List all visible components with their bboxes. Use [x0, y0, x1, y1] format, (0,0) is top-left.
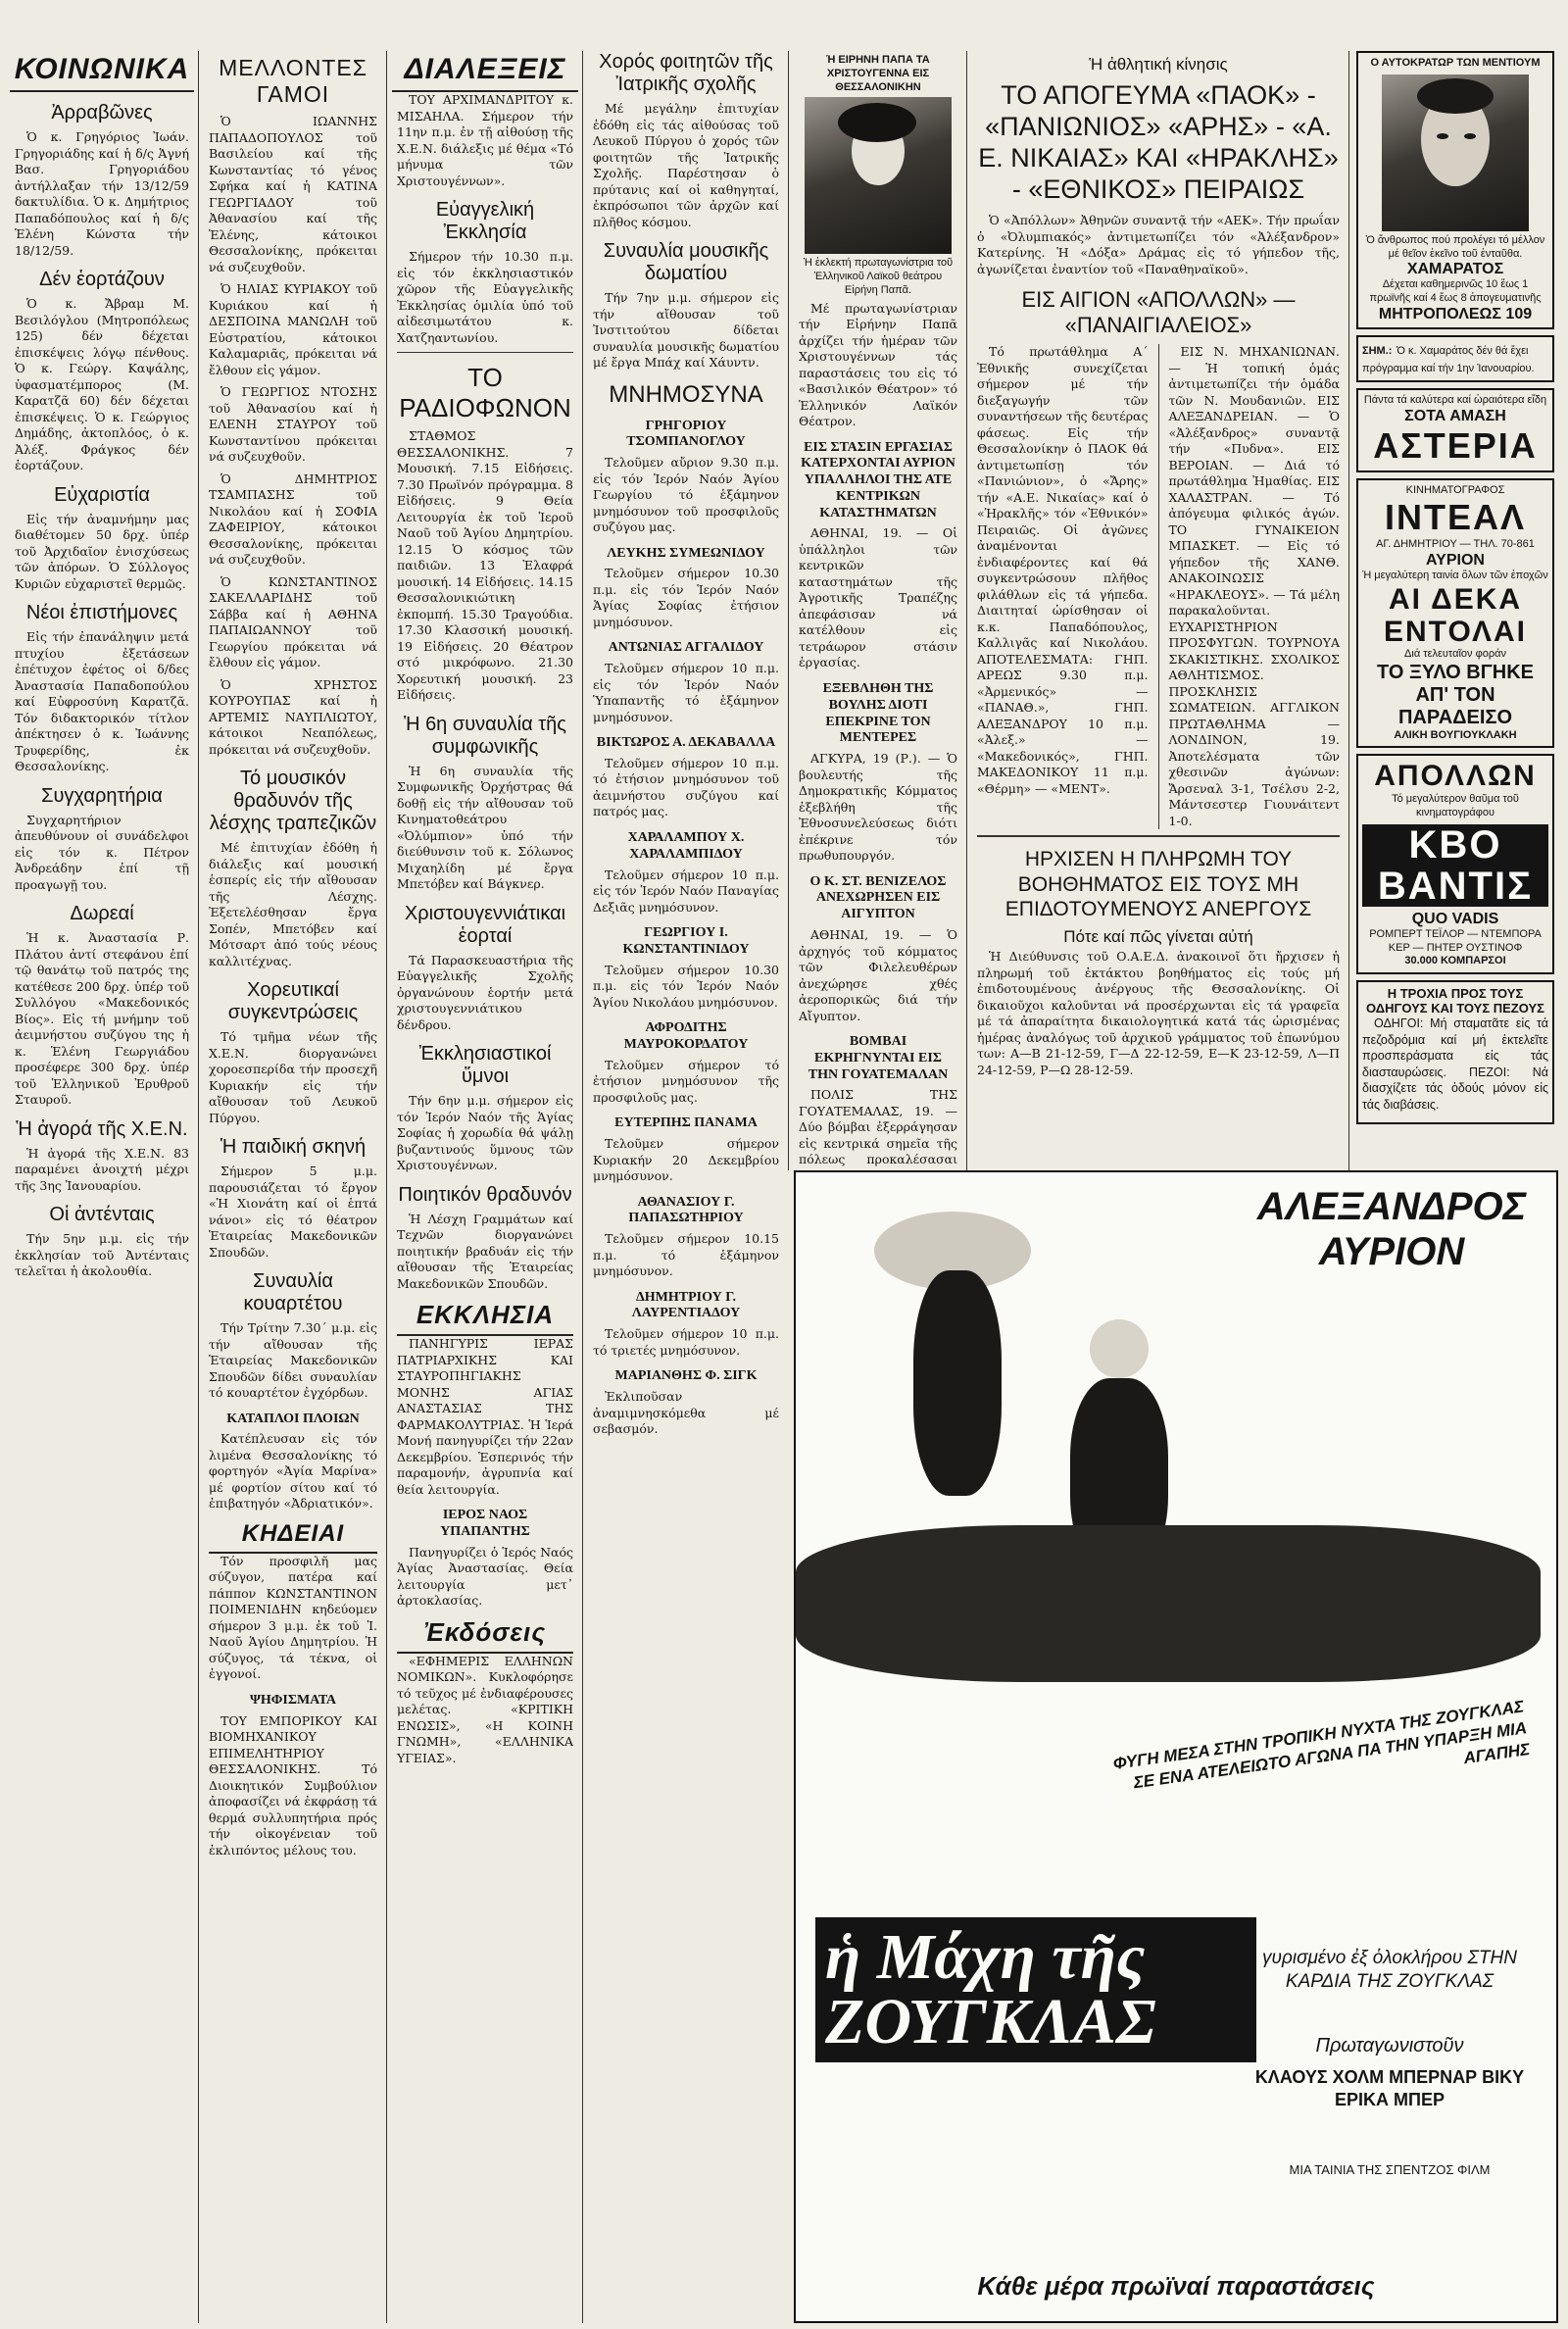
ad-note-label: ΣΗΜ.:	[1362, 344, 1393, 357]
ad-apollon-extras: 30.000 ΚΟΜΠΑΡΣΟΙ	[1404, 955, 1506, 967]
ad-asteria-small: Πάντα τά καλύτερα καί ὡραιότερα εἴδη	[1363, 393, 1547, 406]
column-memorials	[588, 51, 784, 2323]
ad-medium	[1356, 51, 1554, 329]
ad-asteria-brand: ΑΣΤΕΡΙΑ	[1373, 424, 1538, 466]
ad-cinema-ideal	[1356, 478, 1554, 749]
social-item-text: Συγχαρητήριον ἀπευθύνουν οἱ συνάδελφοι εἰς τόν κ. Πέτρον Ἀνδρεάδην ἐπί τῇ προαγωγῇ του.	[15, 812, 189, 892]
heading-medical-ball: Χορός φοιτητῶν τῆς Ἰατρικῆς σχολῆς	[599, 51, 773, 95]
memorial-name: ΕΥΤΕΡΠΗΣ ΠΑΝΑΜΑ	[614, 1115, 758, 1131]
heading-quartet: Συναυλία κουαρτέτου	[243, 1270, 343, 1314]
text-symphony-concert: Ἡ 6η συναυλία τῆς Συμφωνικῆς Ὀρχήστρας θά δοθῇ εἰς τήν αἴθουσαν τοῦ Κινηματοθεάτρου «Ὀλύμπιον» ὑπό τήν διεύθυνσιν τοῦ κ. Σόλωνος Μιχαηλίδη μέ ἔργα Μπετόβεν καί Βάγκνερ.	[397, 763, 573, 891]
heading-publications: Ἐκδόσεις	[397, 1615, 573, 1654]
memorial-text: Τελοῦμεν σήμερον 10 π.μ. τό ἐτήσιον μνημόσυνον τοῦ ἀειμνήστου συζύγου καί πατρός μας.	[593, 755, 779, 819]
heading-radio: ΤΟ ΡΑΔΙΟΦΩΝΟΝ	[399, 363, 571, 422]
unemployment-subhead: Πότε καί πῶς γίνεται αὐτή	[1063, 927, 1253, 946]
unemployment-text: Ἡ Διεύθυνσις τοῦ Ο.Α.Ε.Δ. ἀνακοινοῖ ὅτι ἤρχισεν ἡ πληρωμή τοῦ ἐκτάκτου βοηθήματος εἰς τούς μή ἐπιδοτουμένους ἀνέργους τῆς Θεσσαλονίκης. Οἱ δικαιοῦχοι καλοῦνται νά προσέρχωνται εἰς τά γραφεῖα μέ τά ἀπαραίτητα δικαιολογητικά κατά τάς ὡρισμένας ἡμέρας ἀναλόγως τοῦ ἀρχικοῦ γράμματος τοῦ ἐπωνύμου των: Α—Β 21-12-59, Γ—Δ 22-12-59, Ε—Κ 23-12-59, Λ—Π 24-12-59, Ρ—Ω 28-12-59.	[977, 949, 1340, 1077]
text-funerals: Τόν προσφιλῆ μας σύζυγον, πατέρα καί πάππον ΚΩΝΣΤΑΝΤΙΝΟΝ ΠΟΙΜΕΝΙΔΗΝ κηδεύομεν σήμερον 3 μ.μ. ἐκ τοῦ Ἱ. Ναοῦ Ἁγίου Δημητρίου. Ἡ σύζυγος, τά τέκνα, οἱ ἐγγονοί.	[209, 1553, 377, 1682]
social-item-text: Τήν 5ην μ.μ. εἰς τήν ἐκκλησίαν τοῦ Ἀντένταις τελεῖται ἡ ἀκολουθία.	[15, 1231, 189, 1278]
text-publications: «ΕΦΗΜΕΡΙΣ ΕΛΛΗΝΩΝ ΝΟΜΙΚΩΝ». Κυκλοφόρησε τό τεῦχος μέ ἐνδιαφέρουσες μελέτας. «ΚΡΙΤΙΚΗ ΕΝΩΣΙΣ», «Η ΚΟΙΝΗ ΓΝΩΜΗ», «ΕΛΛΗΝΙΚΑ ΥΓΕΙΑΣ».	[397, 1653, 573, 1765]
sports-headline: ΤΟ ΑΠΟΓΕΥΜΑ «ΠΑΟΚ» - «ΠΑΝΙΩΝΙΟΣ» «ΑΡΗΣ» - «Α. Ε. ΝΙΚΑΙΑΣ» ΚΑΙ «ΗΡΑΚΛΗΣ» - «ΕΘΝΙΚΟΣ» ΠΕΙΡΑΙΩΣ	[978, 80, 1339, 204]
heading-children-stage: Ἡ παιδική σκηνή	[220, 1136, 367, 1158]
heading-memorials: ΜΝΗΜΟΣΥΝΑ	[609, 380, 763, 408]
heading-church: ΕΚΚΛΗΣΙΑ	[397, 1298, 573, 1336]
text-hymns: Τήν 6ην μ.μ. σήμερον εἰς τόν Ἱερόν Ναόν τῆς Ἁγίας Σοφίας ἡ χορωδία θά ψάλῃ βυζαντινούς ὕμνους τῶν Χριστουγέννων.	[397, 1093, 573, 1172]
sports-right-text: ΕΙΣ Ν. ΜΗΧΑΝΙΩΝΑΝ. — Ἡ τοπική ὁμάς ἀντιμετωπίζει τήν ὁμάδα τῶν Ν. Μουδανιῶν. ΕΙΣ ΑΛΕΞΑΝΔΡΕΙΑΝ. — Ὁ «Ἀλέξανδρος» συναντᾷ τήν «Πυδνα». ΕΙΣ ΒΕΡΟΙΑΝ. — Διά τό πρωτάθλημα Ἠμαθίας. ΕΙΣ ΧΑΛΑΣΤΡΑΝ. — Τό ἀπόγευμα φιλικός ἀγών. ΤΟ ΓΥΝΑΙΚΕΙΟΝ ΜΠΑΣΚΕΤ. — Εἰς τό γήπεδον τῆς ΧΑΝΘ. ΑΝΑΚΟΙΝΩΣΙΣ «ΗΡΑΚΛΕΟΥΣ». — Τά μέλη παρακαλοῦνται. ΕΥΧΑΡΙΣΤΗΡΙΟΝ ΠΡΟΣΦΥΓΩΝ. ΤΟΥΡΝΟΥΑ ΣΚΑΚΙΣΤΙΚΗΣ. ΣΧΟΛΙΚΟΣ ΑΘΛΗΤΙΣΜΟΣ. ΠΡΟΣΚΛΗΣΙΣ ΣΩΜΑΤΕΙΩΝ. ΑΓΓΛΙΚΟΝ ΠΡΩΤΑΘΛΗΜΑ — ΛΟΝΔΙΝΟΝ, 19. Ἀποτελέσματα τῶν χθεσινῶν ἀγώνων: Ἄρσεναλ 3-1, Τσέλσυ 2-2, Μάντσεστερ Γιουνάιτεντ 1-0.	[1168, 344, 1340, 828]
section-title-weddings: ΜΕΛΛΟΝΤΕΣ ΓΑΜΟΙ	[219, 55, 368, 107]
ad-medium-hours: Δέχεται καθημερινῶς 10 ἕως 1 πρωϊνῆς καί 4 ἕως 8 ἀπογευματινῆς	[1369, 278, 1542, 304]
ad-apollon-cast: ΡΟΜΠΕΡΤ ΤΕΪΛΟΡ — ΝΤΕΜΠΟΡΑ ΚΕΡ — ΠΗΤΕΡ ΟΥΣΤΙΝΟΦ	[1369, 927, 1542, 954]
social-item-text: Ὁ κ. Ἄβραμ Μ. Βεσιλόγλου (Μητροπόλεως 125) δέν δέχεται ἐπισκέψεις λόγῳ πένθους. Ὁ κ. Γεώργ. Καψάλης, ὑφασματέμπορος (Μ. Καρατζᾶ 60) δέν δέχεται ἐπισκέψεις. Ὁ κ. Γεώργιος Δημάδης, ἀκτοπλόος, ὁ κ. Ἀλέξ. Φράγκος δέν ἑορτάζουν.	[15, 296, 189, 472]
ad-apollon-film: ΚΒΟ ΒΑΝΤΙΣ	[1362, 824, 1548, 907]
memorial-text: Τελοῦμεν σήμερον τό ἐτήσιον μνημόσυνον τῆς προσφιλοῦς μας.	[593, 1057, 779, 1105]
heading-venizelos: Ο Κ. ΣΤ. ΒΕΝΙΖΕΛΟΣ ΑΝΕΧΩΡΗΣΕΝ ΕΙΣ ΑΙΓΥΠΤΟΝ	[809, 873, 947, 922]
text-poetry-evening: Ἡ Λέσχη Γραμμάτων καί Τεχνῶν διοργανώνει ποιητικήν βραδυάν εἰς τήν αἴθουσαν τῆς Ἑταιρείας Μακεδονικῶν Σπουδῶν.	[397, 1211, 573, 1291]
sports-lead: Ὁ «Ἀπόλλων» Ἀθηνῶν συναντᾷ τήν «ΑΕΚ». Τήν πρωΐαν ὁ «Ὀλυμπιακός» ἀντιμετωπίζει τόν «Ἀλέξανδρον» Κατερίνης. Ἡ «Δόξα» Δράμας εἰς τό γήπεδον τῆς, ἀγωνίζεται ἐναντίον τοῦ «Παναθηναϊκοῦ».	[977, 213, 1340, 276]
memorial-text: Τελοῦμεν σήμερον 10 π.μ. εἰς τόν Ἱερόν Ναόν Ὑπαπαντῆς τό ἑξάμηνον μνημόσυνον.	[593, 661, 779, 724]
ad-ideal-desc: Ἡ μεγαλύτερη ταινία ὅλων τῶν ἐποχῶν	[1362, 570, 1548, 581]
movie-stars-label: Πρωταγωνιστοῦν	[1315, 2035, 1464, 2056]
wedding-notice-text: Ὁ ΔΗΜΗΤΡΙΟΣ ΤΣΑΜΠΑΣΗΣ τοῦ Νικολάου καί ἡ ΣΟΦΙΑ ΖΑΦΕΙΡΙΟΥ, κάτοικοι Θεσσαλονίκης, πρόκειται νά συζευχθοῦν.	[209, 471, 377, 567]
text-bankers-evening: Μέ ἐπιτυχίαν ἐδόθη ἡ διάλεξις καί μουσική ἑσπερίς εἰς τήν αἴθουσαν τῆς Λέσχης. Ἐξετελέσθησαν ἔργα Σοπέν, Μπετόβεν καί Μότσαρτ ἀπό τούς νέους καλλιτέχνας.	[209, 840, 377, 968]
text-medical-ball: Μέ μεγάλην ἐπιτυχίαν ἐδόθη εἰς τάς αἰθούσας τοῦ Λευκοῦ Πύργου ὁ χορός τῶν φοιτητῶν τῆς Ἰατρικῆς Σχολῆς. Παρέστησαν ὁ πρύτανις καί οἱ καθηγηταί, ἐκπρόσωποι τῶν ἀρχῶν καί πλῆθος κόσμου.	[593, 101, 779, 229]
social-item-heading: Δωρεαί	[70, 903, 134, 924]
text-lectures-intro: ΤΟΥ ΑΡΧΙΜΑΝΔΡΙΤΟΥ κ. ΜΙΣΑΗΛΑ. Σήμερον τήν 11ην π.μ. ἐν τῇ αἰθούσῃ τῆς Χ.Ε.Ν. διάλεξις μέ θέμα «Τό μήνυμα τῶν Χριστουγέννων».	[397, 92, 573, 188]
ad-asteria	[1356, 388, 1554, 472]
photo-irene-papas	[805, 97, 952, 254]
wedding-notice-text: Ὁ ΧΡΗΣΤΟΣ ΚΟΥΡΟΥΠΑΣ καί ἡ ΑΡΤΕΜΙΣ ΝΑΥΠΛΙΩΤΟΥ, κάτοικοι Νεαπόλεως, πρόκειται νά συζευχθοῦν.	[209, 676, 377, 757]
ad-movie-jungle	[794, 1170, 1558, 2323]
column-sports	[972, 51, 1345, 1170]
text-dances: Τό τμῆμα νέων τῆς Χ.Ε.Ν. διοργανώνει χοροεσπερίδα τήν προσεχῆ Κυριακήν εἰς τήν αἴθουσαν τοῦ Λευκοῦ Πύργου.	[209, 1029, 377, 1125]
social-item-text: Ἡ ἀγορά τῆς Χ.Ε.Ν. 83 παραμένει ἀνοιχτή μέχρι τῆς 3ης Ἰανουαρίου.	[15, 1145, 189, 1193]
text-church: ΠΑΝΗΓΥΡΙΣ ΙΕΡΑΣ ΠΑΤΡΙΑΡΧΙΚΗΣ ΚΑΙ ΣΤΑΥΡΟΠΗΓΙΑΚΗΣ ΜΟΝΗΣ ΑΓΙΑΣ ΑΝΑΣΤΑΣΙΑΣ ΤΗΣ ΦΑΡΜΑΚΟΛΥΤΡΙΑΣ. Ἡ Ἱερά Μονή πανηγυρίζει τήν 22αν Δεκεμβρίου. Ἑσπερινός τήν παραμονήν, ἀγρυπνία καί θεία λειτουργία.	[397, 1336, 573, 1497]
text-ate-strike: ΑΘΗΝΑΙ, 19. — Οἱ ὑπάλληλοι τῶν κεντρικῶν καταστημάτων τῆς Ἀγροτικῆς Τραπέζης ἀπεφάσισαν νά κατέλθουν εἰς τετράωρον στάσιν ἐργασίας.	[799, 525, 957, 670]
social-item-heading: Ἀρραβῶνες	[51, 102, 153, 124]
text-resolutions: ΤΟΥ ΕΜΠΟΡΙΚΟΥ ΚΑΙ ΒΙΟΜΗΧΑΝΙΚΟΥ ΕΠΙΜΕΛΗΤΗΡΙΟΥ ΘΕΣΣΑΛΟΝΙΚΗΣ. Τό Διοικητικόν Συμβούλιον ἀποφασίζει νά ἐκφράσῃ τά θερμά συλλυπητήρια πρός τήν οἰκογένειαν τοῦ ἐκλιπόντος μέλους του.	[209, 1712, 377, 1858]
ad-note-text: Ὁ κ. Χαμαράτος δέν θά ἔχει πρόγραμμα καί τήν 1ην Ἰανουαρίου.	[1362, 344, 1535, 374]
text-ship-arrivals: Κατέπλευσαν εἰς τόν λιμένα Θεσσαλονίκης τό φορτηγόν «Ἀγία Μαρίνα» μέ φορτίον σίτου καί τό ἐπιβατηγόν «Ἀδριατικόν».	[209, 1431, 377, 1511]
column-weddings	[204, 51, 382, 2323]
text-papas: Μέ πρωταγωνίστριαν τήν Εἰρήνην Παπᾶ ἀρχίζει τήν ἡμέραν τῶν Χριστουγέννων τάς παραστάσεις του εἰς τό «Βασιλικόν Θέατρον» τό Ἑλληνικόν Λαϊκόν Θέατρον.	[799, 300, 957, 428]
column-lectures	[392, 51, 578, 2323]
movie-tagline: ΦΥΓΗ ΜΕΣΑ ΣΤΗΝ ΤΡΟΠΙΚΗ ΝΥΧΤΑ ΤΗΣ ΖΟΥΓΚΛΑΣ ΣΕ ΕΝΑ ΑΤΕΛΕΙΩΤΟ ΑΓΩΝΑ ΠΑ ΤΗΝ ΥΠΑΡΞΗ ΜΙΑ ΑΓΑΠΗΣ	[1101, 1692, 1536, 1824]
text-quartet: Τήν Τρίτην 7.30΄ μ.μ. εἰς τήν αἴθουσαν τῆς Ἑταιρείας Μακεδονικῶν Σπουδῶν δίδει συναυλίαν τό κουαρτέτον ἐγχόρδων.	[209, 1320, 377, 1400]
heading-christmas-events: Χριστουγεννιάτικαι ἑορταί	[404, 902, 566, 947]
memorial-text: Τελοῦμεν σήμερον 10.15 π.μ. τό ἑξάμηνον μνημόσυνον.	[593, 1231, 779, 1279]
memorial-text: Τελοῦμεν σήμερον 10 π.μ. τό τριετές μνημόσυνον.	[593, 1326, 779, 1358]
memorial-text: Τελοῦμεν σήμερον 10.30 π.μ. εἰς τόν Ἱερόν Ναόν Ἁγίου Νικολάου μνημόσυνον.	[593, 962, 779, 1010]
heading-evangelical-church: Εὐαγγελική Ἐκκλησία	[435, 199, 535, 243]
photo-medium-portrait	[1382, 74, 1529, 231]
sports-left-text: Τό πρωτάθλημα Α΄ Ἐθνικῆς συνεχίζεται σήμερον μέ τήν διεξαγωγήν τῶν συναντήσεων τῆς δευτέρας φάσεως. Εἰς τήν Θεσσαλονίκην ὁ ΠΑΟΚ θά ἀντιμετωπίσῃ τόν «Πανιώνιον», ὁ «Ἄρης» τήν «Α.Ε. Νικαίας» καί ὁ «Ἡρακλῆς» τόν «Ἐθνικόν» Πειραιῶς. Οἱ ἀγῶνες ἀναμένονται ἐνδιαφέροντες καί θά συγκεντρώσουν πλῆθος φιλάθλων εἰς τά γήπεδα. Διαιτηταί ὡρίσθησαν οἱ κ.κ. Παπαδόπουλος, Καλλιγᾶς καί Νικολάου. ΑΠΟΤΕΛΕΣΜΑΤΑ: ΓΗΠ. ΑΡΕΩΣ 9.30 π.μ. «Ἀρμενικός» — «ΠΑΝΑΘ.», ΓΗΠ. ΑΛΕΞΑΝΔΡΟΥ 10 π.μ. «Ἀλεξ.» — «Μακεδονικός», ΓΗΠ. ΜΑΚΕΔΟΝΙΚΟΥ 11 π.μ. «Θέρμη» — «ΜΕΝΤ».	[977, 344, 1149, 796]
ad-apollon-brand: ΑΠΟΛΛΩΝ	[1374, 760, 1537, 793]
text-radio: ΣΤΑΘΜΟΣ ΘΕΣΣΑΛΟΝΙΚΗΣ. 7 Μουσική. 7.15 Εἰδήσεις. 7.30 Πρωϊνόν πρόγραμμα. 8 Εἰδήσεις. 9 Θεία Λειτουργία ἐκ τοῦ Ἱεροῦ Ναοῦ τοῦ Ἁγίου Δημητρίου. 12.15 Ὁ κόσμος τῶν παιδιῶν. 13 Ἐλαφρά μουσική. 14 Εἰδήσεις. 14.15 Θεσσαλονικιώτικη ἐκπομπή. 15.30 Τραγούδια. 17.30 Κλασσική μουσική. 19 Εἰδήσεις. 20 Θέατρον στό μικρόφωνο. 21.30 Χορευτική μουσική. 23 Εἰδήσεις.	[397, 428, 573, 702]
unemployment-headline: ΗΡΧΙΣΕΝ Η ΠΛΗΡΩΜΗ ΤΟΥ ΒΟΗΘΗΜΑΤΟΣ ΕΙΣ ΤΟΥΣ ΜΗ ΕΠΙΔΟΤΟΥΜΕΝΟΥΣ ΑΝΕΡΓΟΥΣ	[1004, 848, 1312, 920]
ad-medium-title: Ο ΑΥΤΟΚΡΑΤΩΡ ΤΩΝ ΜΕΝΤΙΟΥΜ	[1370, 57, 1541, 69]
ad-ideal-kind: ΚΙΝΗΜΑΤΟΓΡΑΦΟΣ	[1405, 483, 1505, 496]
memorial-name: ΔΗΜΗΤΡΙΟΥ Γ. ΛΑΥΡΕΝΤΙΑΔΟΥ	[631, 1289, 741, 1321]
social-item-text: Εἰς τήν ἐπανάληψιν μετά πτυχίου ἐξετάσεων ἐπέτυχον ἐφέτος οἱ δ/δες Ἀναστασία Παπαδοπούλου καί Εὐφροσύνη Καρατζᾶ. Τόν διδακτορικόν τίτλον ἀπέκτησεν ὁ κ. Ἰωάννης Τρυφερίδης, ἐκ Θεσσαλονίκης.	[15, 629, 189, 773]
social-item-text: Ὁ κ. Γρηγόριος Ἰωάν. Γρηγοριάδης καί ἡ δ/ς Ἁγνή Βασ. Γρηγοριάδου ἀντήλλαξαν τήν 13/12/59 δακτυλίδια. Ὁ κ. Δημήτριος Παπαδόπουλος καί ἡ δ/ς Ἑλένη Κώνστα τήν 18/12/59.	[15, 129, 189, 258]
movie-shot-location: γυρισμένο ἐξ ὁλοκλήρου ΣΤΗΝ ΚΑΡΔΙΑ ΤΗΣ ΖΟΥΓΚΛΑΣ	[1262, 1948, 1517, 1992]
heading-ship-arrivals: ΚΑΤΑΠΛΟΙ ΠΛΟΙΩΝ	[226, 1411, 360, 1426]
memorial-text: Τελοῦμεν σήμερον 10 π.μ. εἰς τόν Ἱερόν Ναόν Παναγίας Δεξιᾶς μνημόσυνον.	[593, 867, 779, 915]
text-venizelos: ΑΘΗΝΑΙ, 19. — Ὁ ἀρχηγός τοῦ κόμματος τῶν Φιλελευθέρων ἀνεχώρησε χθές ἀεροπορικῶς διά τήν Αἴγυπτον.	[799, 927, 957, 1023]
ad-ideal-address: ΑΓ. ΔΗΜΗΤΡΙΟΥ — ΤΗΛ. 70-861	[1376, 538, 1535, 551]
ad-ideal-film: ΑΙ ΔΕΚΑ ΕΝΤΟΛΑΙ	[1384, 582, 1527, 648]
ad-asteria-shop: ΣΟΤΑ ΑΜΑΣΗ	[1404, 407, 1506, 424]
social-item-heading: Νέοι ἐπιστήμονες	[25, 602, 178, 623]
memorial-name: ΒΙΚΤΩΡΟΣ Α. ΔΕΚΑΒΑΛΛΑ	[596, 735, 776, 751]
heading-guatemala: ΒΟΜΒΑΙ ΕΚΡΗΓΝΥΝΤΑΙ ΕΙΣ ΤΗΝ ΓΟΥΑΤΕΜΑΛΑΝ	[808, 1034, 949, 1082]
heading-hymns: Ἐκκλησιαστικοί ὕμνοι	[418, 1043, 552, 1087]
heading-symphony-concert: Ἡ 6η συναυλία τῆς συμφωνικῆς	[404, 713, 566, 758]
social-item-text: Εἰς τήν ἀναμνήμην μας διαθέτομεν 50 δρχ. ὑπέρ τοῦ Ἀρχιδαῖον ἐνισχύσεως τῶν ἀπόρων. Ὁ Σύλλογος Κυριῶν εὐχαριστεῖ θερμῶς.	[15, 511, 189, 591]
memorial-text: Ἐκλιποῦσαν ἀναμιμνησκόμεθα μέ σεβασμόν.	[593, 1389, 779, 1437]
heading-ate-strike: ΕΙΣ ΣΤΑΣΙΝ ΕΡΓΑΣΙΑΣ ΚΑΤΕΡΧΟΝΤΑΙ ΑΥΡΙΟΝ ΥΠΑΛΛΗΛΟΙ ΤΗΣ ΑΤΕ ΚΕΝΤΡΙΚΩΝ ΚΑΤΑΣΤΗΜΑΤΩΝ	[801, 439, 956, 520]
memorial-text: Τελοῦμεν σήμερον 10.30 π.μ. εἰς τόν Ἱερόν Ναόν Ἁγίας Σοφίας ἐτήσιον μνημόσυνον.	[593, 566, 779, 629]
ad-medium-address: ΜΗΤΡΟΠΟΛΕΩΣ 109	[1378, 305, 1533, 322]
memorial-name: ΧΑΡΑΛΑΜΠΟΥ Χ. ΧΑΡΑΛΑΜΠΙΔΟΥ	[627, 829, 745, 862]
newspaper-page	[10, 51, 1558, 2323]
heading-chamber-music: Συναυλία μουσικῆς δωματίου	[603, 240, 769, 284]
memorial-name: ΓΕΩΡΓΙΟΥ Ι. ΚΩΝΣΤΑΝΤΙΝΙΔΟΥ	[622, 925, 750, 957]
sports-aigion-headline: ΕΙΣ ΑΙΓΙΟΝ «ΑΠΟΛΛΩΝ» — «ΠΑΝΑΙΓΙΑΛΕΙΟΣ»	[1021, 287, 1296, 338]
heading-resolutions: ΨΗΦΙΣΜΑΤΑ	[249, 1692, 337, 1708]
memorial-name: ΑΘΑΝΑΣΙΟΥ Γ. ΠΑΠΑΣΩΤΗΡΙΟΥ	[628, 1194, 744, 1226]
heading-dances: Χορευτικαί συγκεντρώσεις	[227, 979, 359, 1023]
movie-title: ἡ Μάχη τῆς ΖΟΥΓΚΛΑΣ	[815, 1917, 1256, 2062]
heading-poetry-evening: Ποιητικόν θραδυνόν	[398, 1183, 572, 1206]
memorial-name: ΜΑΡΙΑΝΘΗΣ Φ. ΣΙΓΚ	[614, 1368, 758, 1384]
column-news	[794, 51, 962, 1170]
social-item-heading: Οἱ ἀντένταις	[49, 1204, 155, 1225]
traffic-notice	[1356, 980, 1554, 1124]
column-ads	[1352, 51, 1558, 1170]
heading-menderes: ΕΞΕΒΛΗΘΗ ΤΗΣ ΒΟΥΛΗΣ ΔΙΟΤΙ ΕΠΕΚΡΙΝΕ ΤΟΝ ΜΕΝΤΕΡΕΣ	[822, 680, 934, 746]
section-title-social: ΚΟΙΝΩΝΙΚΑ	[10, 51, 194, 92]
movie-stars: ΚΛΑΟΥΣ ΧΟΛΜ ΜΠΕΡΝΑΡ ΒΙΚΥ ΕΡΙΚΑ ΜΠΕΡ	[1254, 2067, 1525, 2109]
wedding-notice-text: Ὁ ΓΕΩΡΓΙΟΣ ΝΤΟΣΗΣ τοῦ Ἀθανασίου καί ἡ ΕΛΕΝΗ ΣΤΑΥΡΟΥ τοῦ Κωνσταντίνου πρόκειται νά συζευχθοῦν.	[209, 384, 377, 464]
memorial-name: ΑΝΤΩΝΙΑΣ ΑΓΓΑΛΙΔΟΥ	[608, 640, 764, 656]
sports-kicker: Ἡ ἀθλητική κίνησις	[1089, 55, 1228, 74]
ad-medium-caption: Ὁ ἄνθρωπος πού προλέγει τό μέλλον μέ θεῖον ἐκεῖνο τοῦ ἐνταῦθα.	[1365, 233, 1545, 260]
ad-note	[1356, 335, 1554, 382]
social-item-text: Ἡ κ. Ἀναστασία Ρ. Πλάτου ἀντί στεφάνου ἐπί τῷ θανάτῳ τοῦ πατρός της κατέθεσε 200 δρχ. ὑπέρ τοῦ Συλλόγου «Μακεδονικός Βίος». Εἰς τή μνήμην τοῦ ἀειμνήστου συζύγου της ἡ κ. Ἑλένη Γεωργιάδου προσέφερε 300 δρχ. ὑπέρ τοῦ Ἑλληνικοῦ Ἐρυθροῦ Σταυροῦ.	[15, 930, 189, 1107]
ad-apollon-text: Τό μεγαλύτερον θαῦμα τοῦ κινηματογράφου	[1392, 793, 1519, 818]
ad-ideal-actor: ΑΛΙΚΗ ΒΟΥΓΙΟΥΚΛΑΚΗ	[1394, 728, 1517, 741]
traffic-title: Η ΤΡΟΧΙΑ ΠΡΟΣ ΤΟΥΣ ΟΔΗΓΟΥΣ ΚΑΙ ΤΟΥΣ ΠΕΖΟΥΣ	[1366, 986, 1544, 1016]
ad-apollon-subtitle: QUO VADIS	[1411, 910, 1499, 927]
ad-medium-name: ΧΑΜΑΡΑΤΟΣ	[1406, 261, 1504, 278]
memorial-name: ΛΕΥΚΗΣ ΣΥΜΕΩΝΙΔΟΥ	[607, 545, 765, 561]
memorial-name: ΑΦΡΟΔΙΤΗΣ ΜΑΥΡΟΚΟΡΔΑΤΟΥ	[623, 1020, 749, 1052]
ad-ideal-brand: ΙΝΤΕΑΛ	[1384, 497, 1526, 538]
text-ypapanti-church: Πανηγυρίζει ὁ Ἱερός Ναός Ἁγίας Ἀναστασίας. Θεία λειτουργία μετ᾽ ἀρτοκλασίας.	[397, 1544, 574, 1609]
social-item-heading: Συγχαρητήρια	[41, 784, 163, 807]
text-evangelical-church: Σήμερον τήν 10.30 π.μ. εἰς τόν ἐκκλησιαστικόν χῶρον τῆς Εὐαγγελικῆς Ἐκκλησίας ὁμιλία ὑπό τοῦ αἰδεσιμωτάτου κ. Χατζηαντωνίου.	[397, 249, 573, 345]
text-children-stage: Σήμερον 5 μ.μ. παρουσιάζεται τό ἔργον «Ἡ Χιονάτη καί οἱ ἑπτά νάνοι» εἰς τό θέατρον Ἑταιρείας Μακεδονικῶν Σπουδῶν.	[209, 1164, 377, 1260]
movie-studio: ΜΙΑ ΤΑΙΝΙΑ ΤΗΣ ΣΠΕΝΤΖΟΣ ΦΙΛΜ	[1289, 2162, 1491, 2177]
heading-funerals: ΚΗΔΕΙΑΙ	[209, 1518, 377, 1554]
ad-ideal-time: Διά τελευταῖον φοράν	[1404, 647, 1506, 660]
social-item-heading: Εὐχαριστία	[54, 483, 150, 506]
movie-cinema: ΑΛΕΞΑΝΔΡΟΣ ΑΥΡΙΟΝ	[1256, 1185, 1527, 1273]
social-item-heading: Ἡ ἀγορά τῆς Χ.Ε.Ν.	[16, 1117, 188, 1140]
heading-bankers-evening: Τό μουσικόν θραδυνόν τῆς λέσχης τραπεζικῶν	[209, 768, 377, 834]
social-item-heading: Δέν ἑορτάζουν	[39, 269, 165, 290]
text-guatemala: ΠΟΛΙΣ ΤΗΣ ΓΟΥΑΤΕΜΑΛΑΣ, 19. — Δύο βόμβαι ἐξερράγησαν εἰς κεντρικά σημεῖα τῆς πόλεως προκαλέσασαι	[799, 1087, 957, 1167]
photo-headline-papas: Ἡ ΕΙΡΗΝΗ ΠΑΠΑ ΤΑ ΧΡΙΣΤΟΥΓΕΝΝΑ ΕΙΣ ΘΕΣΣΑΛΟΝΙΚΗΝ	[826, 54, 930, 93]
ad-ideal-when: ΑΥΡΙΟΝ	[1426, 552, 1485, 569]
traffic-text: ΟΔΗΓΟΙ: Μή σταματᾶτε εἰς τά πεζοδρόμια καί μή ἐκτελεῖτε προσπεράσματα εἰς τάς διασταυρώσεις. ΠΕΖΟΙ: Νά διασχίζετε τάς ὁδούς μόνον εἰς τάς διαβάσεις.	[1362, 1016, 1548, 1112]
memorial-text: Τελοῦμεν αὔριον 9.30 π.μ. εἰς τόν Ἱερόν Ναόν Ἁγίου Γεωργίου τό ἑξάμηνον μνημόσυνον τοῦ προσφιλοῦς συζύγου μας.	[593, 455, 779, 535]
heading-ypapanti-church: ΙΕΡΟΣ ΝΑΟΣ ΥΠΑΠΑΝΤΗΣ	[440, 1508, 530, 1539]
photo-caption-papas: Ἡ ἐκλεκτή πρωταγωνίστρια τοῦ Ἑλληνικοῦ Λαϊκοῦ θεάτρου Εἰρήνη Παπᾶ.	[803, 257, 954, 296]
wedding-notice-text: Ὁ ΙΩΑΝΝΗΣ ΠΑΠΑΔΟΠΟΥΛΟΣ τοῦ Βασιλείου καί τῆς Κωνσταντίας τό γένος Σφήκα καί ἡ ΚΑΤΙΝΑ ΓΕΩΡΓΙΑΔΟΥ τοῦ Ἀθανασίου καί τῆς Ἑλένης, κάτοικοι Θεσσαλονίκης, πρόκειται νά συζευχθοῦν.	[209, 114, 377, 274]
text-menderes: ΑΓΚΥΡΑ, 19 (Ρ.). — Ὁ βουλευτής τῆς Δημοκρατικῆς Κόμματος ἐξεβλήθη τῆς Ἐθνοσυνελεύσεως διότι ἐπέκρινε τόν πρωθυπουργόν.	[799, 751, 957, 864]
movie-daily-shows: Κάθε μέρα πρωϊναί παραστάσεις	[977, 2271, 1375, 2301]
wedding-notice-text: Ὁ ΗΛΙΑΣ ΚΥΡΙΑΚΟΥ τοῦ Κυριάκου καί ἡ ΔΕΣΠΟΙΝΑ ΜΑΝΩΛΗ τοῦ Εὐστρατίου, κάτοικοι Καλαμαριᾶς, πρόκειται νά ἔλθουν εἰς γάμον.	[209, 281, 377, 377]
section-title-lectures: ΔΙΑΛΕΞΕΙΣ	[392, 51, 578, 92]
text-chamber-music: Τήν 7ην μ.μ. σήμερον εἰς τήν αἴθουσαν τοῦ Ἰνστιτούτου δίδεται συναυλία μουσικῆς δωματίου μέ ἔργα Μπάχ καί Χάυντν.	[593, 290, 779, 370]
ad-ideal-film2: ΤΟ ΞΥΛΟ ΒΓΗΚΕ ΑΠ' ΤΟΝ ΠΑΡΑΔΕΙΣΟ	[1377, 661, 1534, 728]
memorial-text: Τελοῦμεν σήμερον Κυριακήν 20 Δεκεμβρίου μνημόσυνον.	[593, 1136, 779, 1184]
text-christmas-events: Τά Παρασκευαστήρια τῆς Εὐαγγελικῆς Σχολῆς ὀργανώνουν ἑορτήν μετά χριστουγεννιάτικου δένδρου.	[397, 952, 573, 1032]
ad-cinema-apollon	[1356, 754, 1554, 974]
memorial-name: ΓΡΗΓΟΡΙΟΥ ΤΣΟΜΠΑΝΟΓΛΟΥ	[626, 418, 746, 450]
column-social	[10, 51, 194, 2323]
wedding-notice-text: Ὁ ΚΩΝΣΤΑΝΤΙΝΟΣ ΣΑΚΕΛΛΑΡΙΔΗΣ τοῦ Σάββα καί ἡ ΑΘΗΝΑ ΠΑΠΑΙΩΑΝΝΟΥ τοῦ Γεωργίου πρόκειται νά ἔλθουν εἰς γάμον.	[209, 573, 377, 669]
